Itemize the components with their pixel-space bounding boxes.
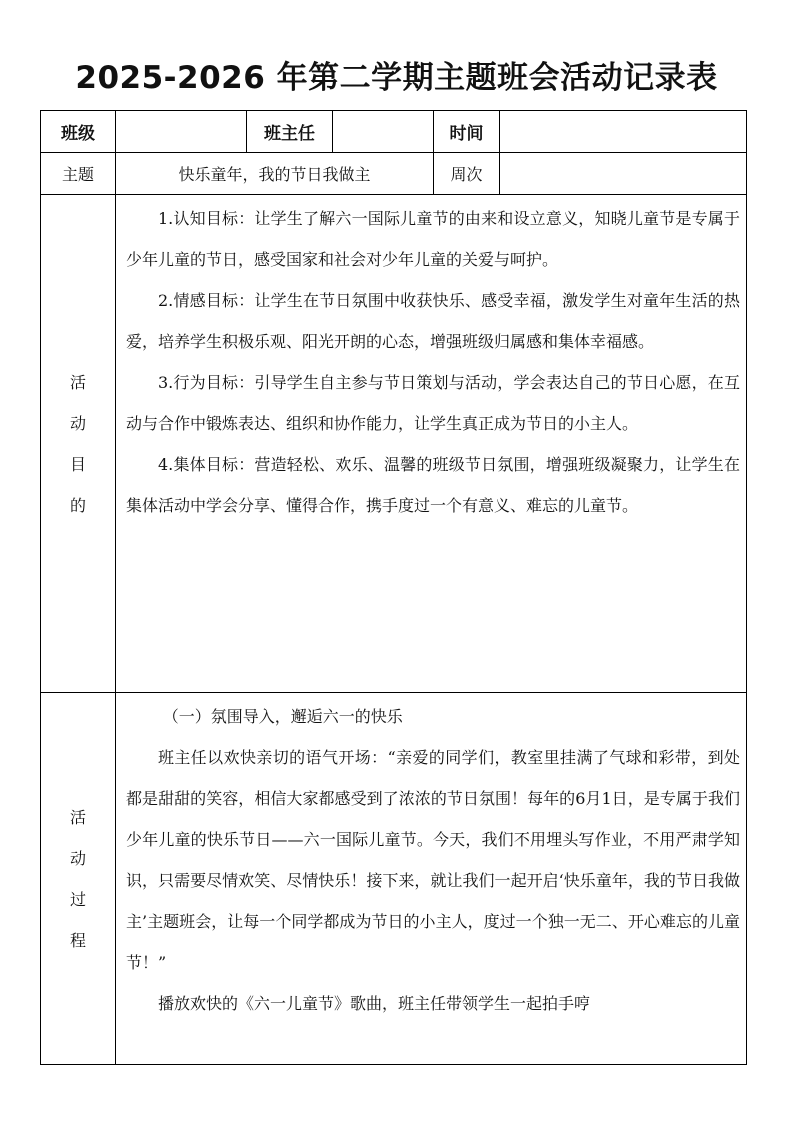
teacher-label: 班主任 bbox=[247, 111, 333, 153]
purpose-label-char: 动 bbox=[69, 413, 86, 433]
page-title: 2025-2026 年第二学期主题班会活动记录表 bbox=[75, 60, 718, 96]
purpose-label bbox=[41, 195, 116, 693]
theme-row bbox=[41, 153, 747, 195]
process-paragraph: 班主任以欢快亲切的语气开场：“亲爱的同学们，教室里挂满了气球和彩带，到处都是甜甜的笑容，相信大家都感受到了浓浓的节日氛围！每年的6月1日，是专属于我们少年儿童的快乐节日——六一国际儿童节。今天，我们不用埋头写作业，不用严肃学知识，只需要尽情欢笑、尽情快乐！接下来，就让我们一起开启‘快乐童年，我的节日我做主’主题班会，让每一个同学都成为节日的小主人，度过一个独一无二、开心难忘的儿童节！” bbox=[126, 748, 740, 972]
class-label: 班级 bbox=[41, 111, 116, 153]
purpose-paragraph: 4.集体目标：营造轻松、欢乐、温馨的班级节日氛围，增强班级凝聚力，让学生在集体活动中学会分享、懂得合作，携手度过一个有意义、难忘的儿童节。 bbox=[126, 455, 740, 515]
process-paragraph: 播放欢快的《六一儿童节》歌曲，班主任带领学生一起拍手哼 bbox=[158, 994, 591, 1013]
header-row bbox=[41, 111, 747, 153]
purpose-label-char: 的 bbox=[69, 495, 86, 515]
process-label-char: 活 bbox=[69, 807, 86, 827]
class-value-cell[interactable] bbox=[116, 111, 247, 153]
record-table bbox=[40, 110, 747, 1065]
process-row bbox=[41, 693, 747, 1065]
purpose-content bbox=[116, 195, 747, 693]
theme-value: 快乐童年，我的节日我做主 bbox=[116, 153, 434, 195]
process-content bbox=[116, 693, 747, 1065]
purpose-paragraph: 2.情感目标：让学生在节日氛围中收获快乐、感受幸福，激发学生对童年生活的热爱，培养学生积极乐观、阳光开朗的心态，增强班级归属感和集体幸福感。 bbox=[126, 291, 740, 351]
process-label-char: 过 bbox=[69, 889, 86, 909]
process-label-char: 动 bbox=[69, 848, 86, 868]
purpose-label-char: 活 bbox=[69, 372, 86, 392]
purpose-paragraph: 3.行为目标：引导学生自主参与节日策划与活动，学会表达自己的节日心愿，在互动与合作中锻炼表达、组织和协作能力，让学生真正成为节日的小主人。 bbox=[126, 373, 740, 433]
theme-label: 主题 bbox=[41, 153, 116, 195]
purpose-paragraph: 1.认知目标：让学生了解六一国际儿童节的由来和设立意义，知晓儿童节是专属于少年儿童的节日，感受国家和社会对少年儿童的关爱与呵护。 bbox=[126, 209, 740, 269]
purpose-label-char: 目 bbox=[69, 454, 86, 474]
process-label bbox=[41, 693, 116, 1065]
process-subheading: （一）氛围导入，邂逅六一的快乐 bbox=[162, 707, 403, 726]
time-value-cell[interactable] bbox=[500, 111, 747, 153]
week-value-cell[interactable] bbox=[500, 153, 747, 195]
time-label: 时间 bbox=[434, 111, 500, 153]
process-label-char: 程 bbox=[69, 930, 86, 950]
teacher-value-cell[interactable] bbox=[333, 111, 434, 153]
purpose-row bbox=[41, 195, 747, 693]
week-label: 周次 bbox=[434, 153, 500, 195]
